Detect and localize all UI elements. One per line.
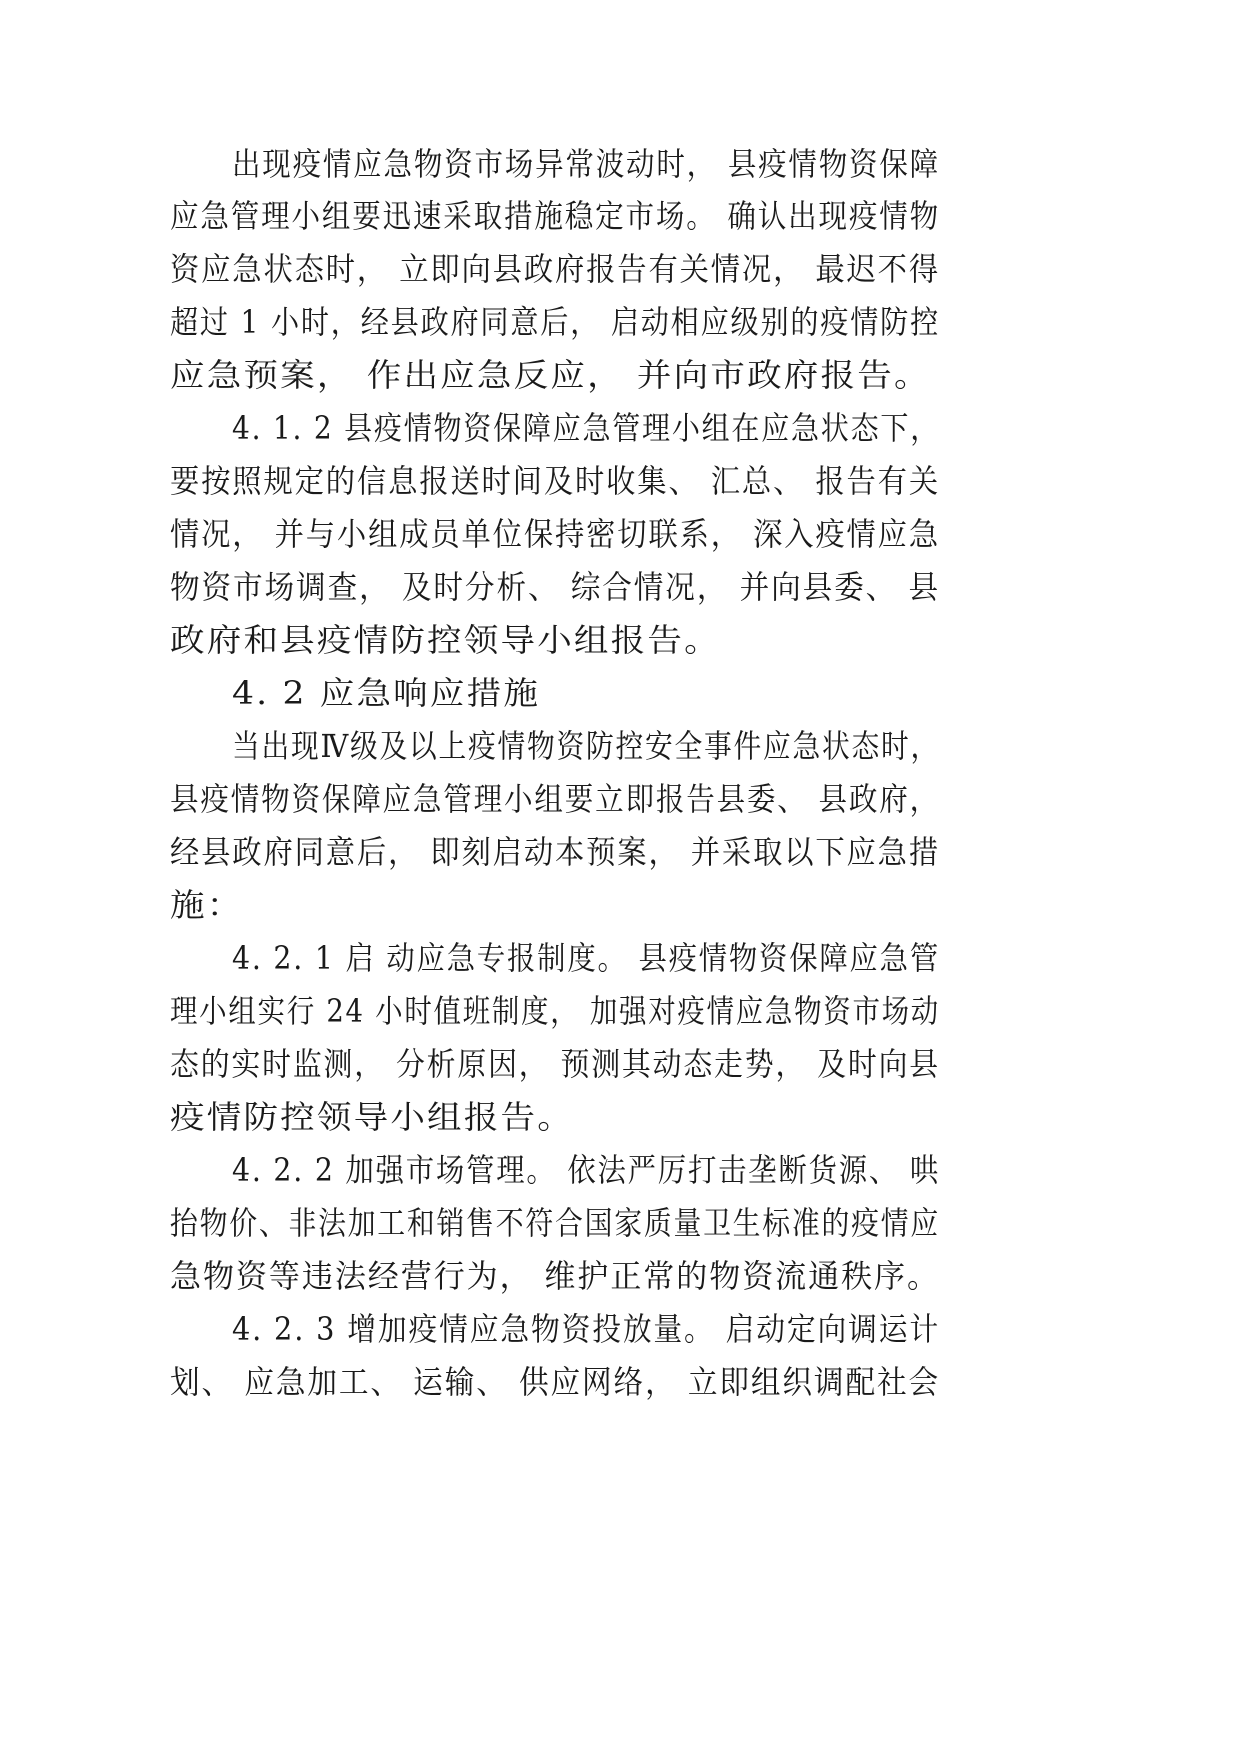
text-line: 资应急状态时， 立即向县政府报告有关情况， 最迟不得 — [170, 250, 940, 288]
text-line: 经县政府同意后， 即刻启动本预案， 并采取以下应急措 — [170, 833, 940, 871]
text-line: 划、 应急加工、 运输、 供应网络， 立即组织调配社会 — [170, 1363, 940, 1401]
text-line: 疫情防控领导小组报告。 — [170, 1098, 574, 1136]
section-heading: 4. 2. 3 增加疫情应急物资投放量。 启动定向调运计 — [232, 1310, 940, 1348]
text-line: 抬物价、非法加工和销售不符合国家质量卫生标准的疫情应 — [170, 1204, 940, 1242]
section-heading: 4. 2. 1 启 动应急专报制度。 县疫情物资保障应急管 — [232, 939, 940, 977]
section-heading: 4. 2 应急响应措施 — [232, 674, 541, 712]
text-line: 要按照规定的信息报送时间及时收集、 汇总、 报告有关 — [170, 462, 940, 500]
text-line: 政府和县疫情防控领导小组报告。 — [170, 621, 721, 659]
section-heading: 4. 1. 2 县疫情物资保障应急管理小组在应急状态下， — [232, 409, 940, 447]
text-line: 应急管理小组要迅速采取措施稳定市场。 确认出现疫情物 — [170, 197, 940, 235]
text-line: 县疫情物资保障应急管理小组要立即报告县委、 县政府， — [170, 780, 940, 818]
section-heading: 4. 2. 2 加强市场管理。 依法严厉打击垄断货源、 哄 — [232, 1151, 940, 1189]
text-line: 应急预案， 作出应急反应， 并向市政府报告。 — [170, 356, 931, 394]
text-line: 急物资等违法经营行为， 维护正常的物资流通秩序。 — [170, 1257, 940, 1295]
text-line: 施： — [170, 886, 244, 924]
text-line: 物资市场调查， 及时分析、 综合情况， 并向县委、 县 — [170, 568, 940, 606]
text-line: 情况， 并与小组成员单位保持密切联系， 深入疫情应急 — [170, 515, 940, 553]
text-line: 理小组实行 24 小时值班制度， 加强对疫情应急物资市场动 — [170, 992, 940, 1030]
text-line: 当出现Ⅳ级及以上疫情物资防控安全事件应急状态时， — [232, 727, 940, 765]
text-line: 态的实时监测， 分析原因， 预测其动态走势， 及时向县 — [170, 1045, 940, 1083]
text-line: 超过 1 小时，经县政府同意后， 启动相应级别的疫情防控 — [170, 303, 940, 341]
text-line: 出现疫情应急物资市场异常波动时， 县疫情物资保障 — [232, 145, 940, 183]
